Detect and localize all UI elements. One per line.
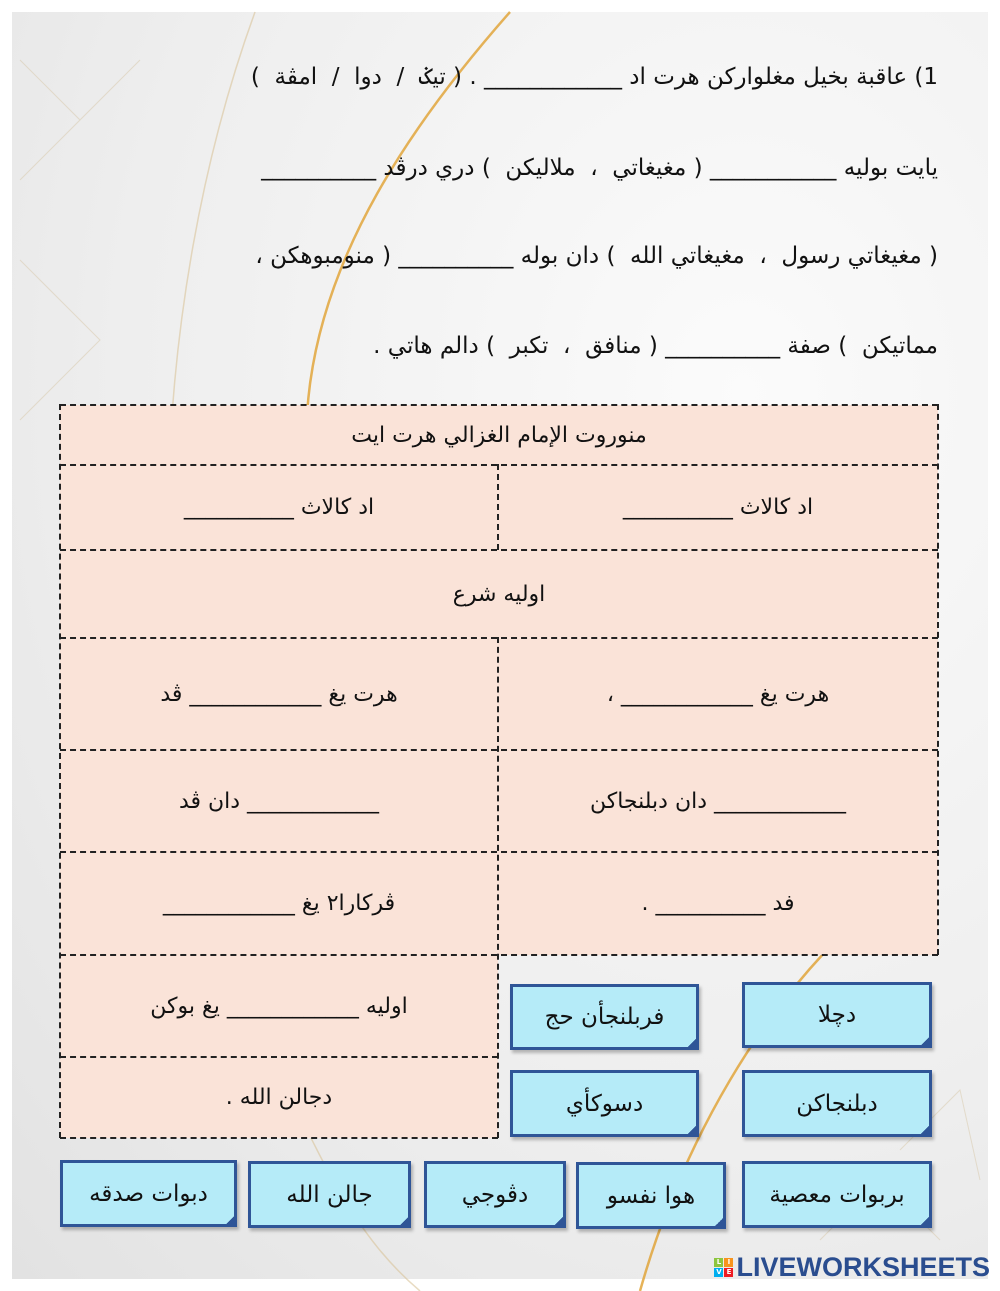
table-border [60, 637, 938, 639]
question-line-4: مماتيكن ) صفة __________ ( منافق ، تكبر ) دالم هاتي . [373, 333, 938, 359]
answer-card[interactable]: دبوات صدقه [60, 1160, 237, 1227]
answer-card[interactable]: هوا نفسو [576, 1162, 726, 1229]
logo-letter: L [714, 1258, 723, 1267]
logo-icon [714, 1258, 733, 1277]
logo-letter: V [716, 1268, 722, 1276]
table-border [497, 637, 499, 1138]
table-border [60, 1056, 498, 1058]
answer-card[interactable]: دچلا [742, 982, 932, 1048]
table-border [60, 464, 938, 466]
table-border [60, 954, 938, 956]
answer-card[interactable]: فربلنجأن حج [510, 984, 699, 1050]
cell-row4-right: فد __________ . [498, 852, 938, 955]
answer-card[interactable]: دڤوجي [424, 1161, 566, 1228]
cell-row5-left: اوليه ____________ يغ بوكن [60, 955, 498, 1057]
table-border [60, 749, 938, 751]
logo-text: LIVEWORKSHEETS [736, 1252, 990, 1282]
question-line-3: ( مغيغاتي رسول ، مغيغاتي الله ) دان بوله __________ ( منومبوهكن ، [255, 243, 938, 269]
cell-row1-right: اد كالاث __________ [498, 465, 938, 550]
cell-row2-right: هرت يغ ____________ ، [498, 638, 938, 750]
liveworksheets-logo [714, 1252, 990, 1283]
table-border [60, 404, 938, 406]
table-border [59, 404, 61, 1138]
table-title: منوروت الإمام الغزالي هرت ايت [60, 405, 938, 465]
question-line-2: يايت بوليه ___________ ( مغيغاتي ، ملاليكن ) دري درڤد __________ [261, 155, 938, 181]
answer-card[interactable]: جالن الله [248, 1161, 411, 1228]
question-line-1: 1) عاقبة بخيل مغلواركن هرت اد ____________ . ( تيݢ / دوا / امڤة ) [250, 64, 938, 90]
cell-row6-left: دجالن الله . [60, 1057, 498, 1138]
answer-card[interactable]: دسوكأي [510, 1070, 699, 1137]
logo-letter: E [724, 1268, 733, 1277]
table-section-heading: اوليه شرع [60, 550, 938, 638]
table-border [60, 1137, 498, 1139]
cell-row1-left: اد كالاث __________ [60, 465, 498, 550]
table-border [60, 851, 938, 853]
logo-letter: I [724, 1258, 733, 1267]
cell-row4-left: ڤركارا٢ يغ ____________ [60, 852, 498, 955]
answer-card[interactable]: دبلنجاكن [742, 1070, 932, 1137]
answer-card[interactable]: بربوات معصية [742, 1161, 932, 1228]
table-border [937, 404, 939, 955]
cell-row2-left: هرت يغ ____________ ڤد [60, 638, 498, 750]
table-border [60, 549, 938, 551]
cell-row3-left: ____________ دان ڤد [60, 750, 498, 852]
table-border [497, 464, 499, 550]
cell-row3-right: ____________ دان دبلنجاكن [498, 750, 938, 852]
